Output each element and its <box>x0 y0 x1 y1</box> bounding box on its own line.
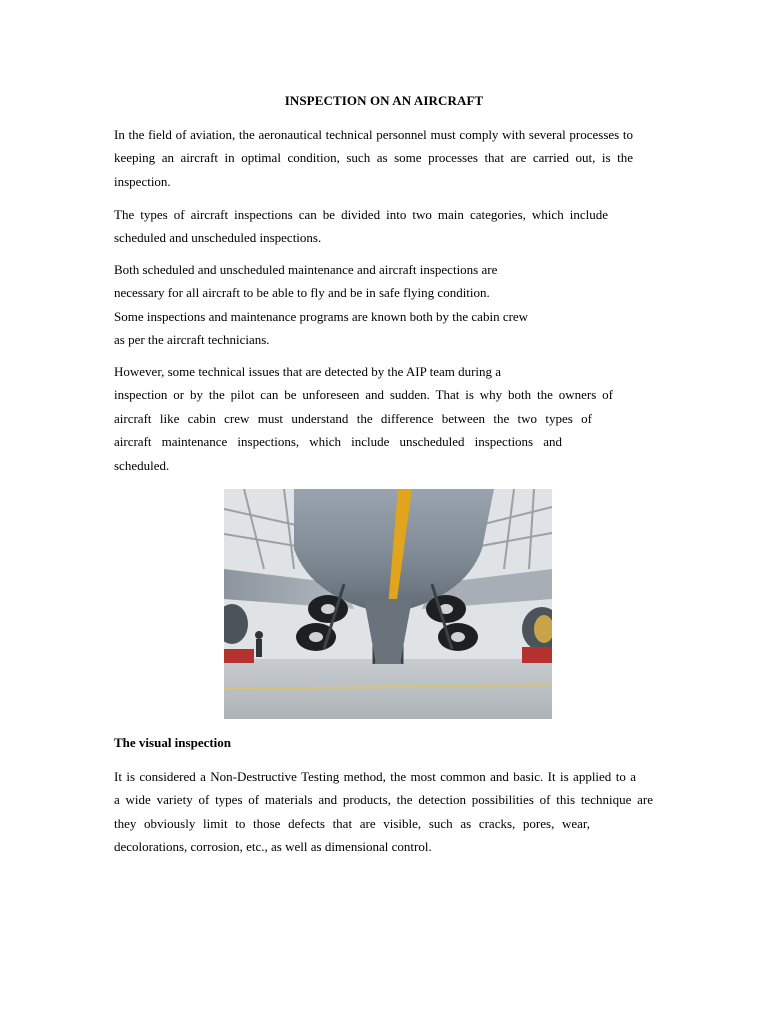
text-line: Some inspections and maintenance programs are known both by the cabin crew <box>114 308 529 324</box>
paragraph-scheduled-unscheduled <box>114 258 544 352</box>
document-title: INSPECTION ON AN AIRCRAFT <box>284 93 484 108</box>
paragraph-inspection-types: The types of aircraft inspections can be divided into two main categories, which include scheduled and unscheduled inspections. <box>114 207 608 246</box>
text-line: a wide variety of types of materials and products, the detection possibilities of this technique are <box>114 792 653 808</box>
text-line: scheduled. <box>114 457 170 473</box>
text-line: aircraft maintenance inspections, which include unscheduled inspections and <box>114 434 562 450</box>
paragraph-intro: In the field of aviation, the aeronautical technical personnel must comply with several processes to keeping an aircraft in optimal condition, such as some processes that are carried out, is the inspection. <box>114 127 633 189</box>
text-line: as per the aircraft technicians. <box>114 332 270 348</box>
text-line: necessary for all aircraft to be able to fly and be in safe flying condition. <box>114 285 490 301</box>
paragraph-technical-issues <box>114 360 613 477</box>
text-line: decolorations, corrosion, etc., as well as dimensional control. <box>114 839 432 855</box>
paragraph-visual-inspection <box>114 765 653 859</box>
text-line: It is considered a Non-Destructive Testing method, the most common and basic. It is applied to a <box>114 769 636 784</box>
text-line: they obviously limit to those defects that are visible, such as cracks, pores, wear, <box>114 815 590 831</box>
text-line: However, some technical issues that are detected by the AIP team during a <box>114 364 502 379</box>
text-line: Both scheduled and unscheduled maintenance and aircraft inspections are <box>114 262 498 277</box>
text-line: inspection or by the pilot can be unforeseen and sudden. That is why both the owners of <box>114 387 613 403</box>
section-heading-visual-inspection: The visual inspection <box>114 735 232 750</box>
aircraft-landing-gear-photo <box>224 489 552 719</box>
text-line: aircraft like cabin crew must understand the difference between the two types of <box>114 410 592 426</box>
